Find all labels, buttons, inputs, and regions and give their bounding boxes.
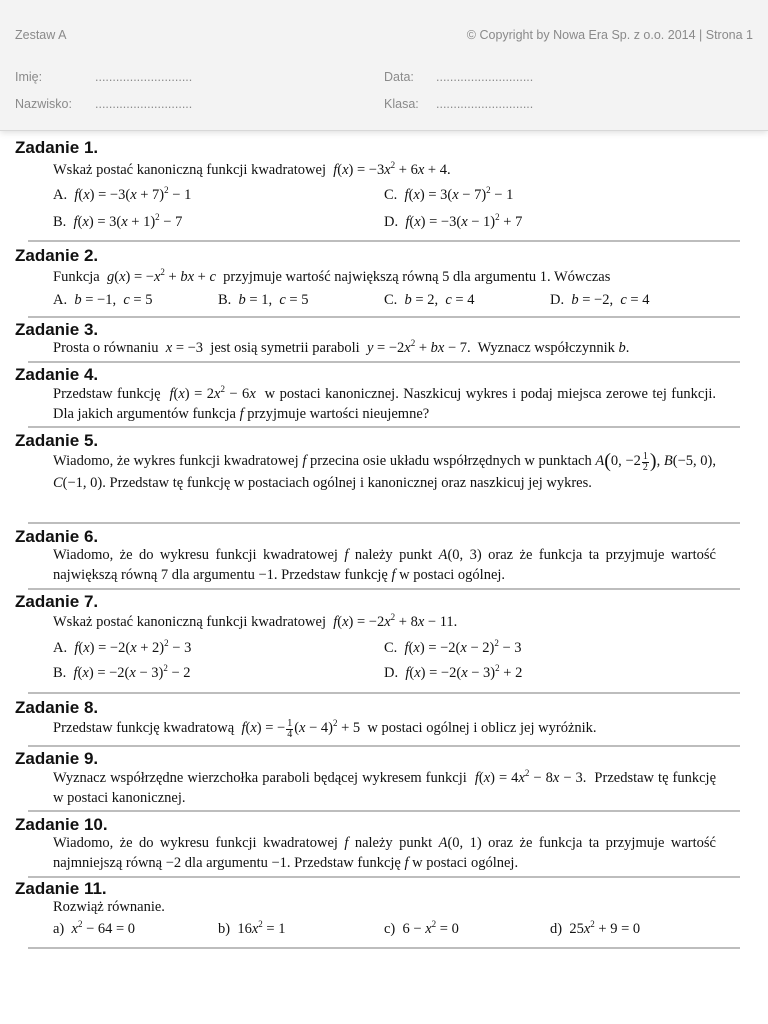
divider bbox=[28, 810, 740, 812]
task-title: Zadanie 8. bbox=[15, 698, 99, 717]
task-title: Zadanie 5. bbox=[15, 431, 99, 450]
task-text: Wskaż postać kanoniczną funkcji kwadratowej $f(x) = -3x^2 + 6x + 4$. bbox=[53, 160, 451, 178]
surname-label: Nazwisko: bbox=[15, 97, 72, 111]
divider bbox=[28, 522, 740, 524]
task-title: Zadanie 3. bbox=[15, 320, 99, 339]
divider bbox=[28, 316, 740, 318]
divider bbox=[28, 692, 740, 694]
task-title: Zadanie 6. bbox=[15, 527, 99, 546]
class-field: ............................ bbox=[436, 97, 534, 111]
answer-option-a: A. $f(x) = -3(x + 7)^2 - 1$ bbox=[53, 185, 192, 203]
date-field: ............................ bbox=[436, 70, 534, 84]
worksheet-header bbox=[0, 0, 768, 131]
task-title: Zadanie 1. bbox=[15, 138, 99, 157]
divider bbox=[28, 947, 740, 949]
task-text: Wiadomo, że do wykresu funkcji kwadratowej f należy punkt A(0, 3) oraz że funkcja ta przyjmuje wartość największą równą 7 dla argumentu −1. Przedstaw funkcję f w postaci ogólnej. bbox=[53, 547, 716, 583]
class-label: Klasa: bbox=[384, 97, 419, 111]
answer-option-d: D. $f(x) = -3(x - 1)^2 + 7$ bbox=[384, 212, 523, 230]
task-text: Wyznacz współrzędne wierzchołka paraboli będącej wykresem funkcji $f(x) = 4x^2 - 8x - 3$. Przedstaw tę funkcję w postaci kanonicznej. bbox=[53, 768, 717, 806]
task-text: Wiadomo, że wykres funkcji kwadratowej f przecina osie układu współrzędnych w punktach A(0, −2 $\frac{1}{2}$ ), B(−5, 0), C(−1, 0). Przedstaw tę funkcję w postaciach ogólnej i kanonicznej oraz naszkicuj jej wykres. bbox=[53, 450, 717, 491]
divider bbox=[28, 745, 740, 747]
date-label: Data: bbox=[384, 70, 414, 84]
task-text: Funkcja $g(x) = -x^2$ + bx + c przyjmuje wartość największą równą 5 dla argumentu 1. Wówczas bbox=[53, 267, 611, 285]
set-label: Zestaw A bbox=[15, 28, 67, 42]
task-text: Rozwiąż równanie. bbox=[53, 899, 165, 915]
task-title: Zadanie 4. bbox=[15, 365, 99, 384]
task-text: Przedstaw funkcję kwadratową f(x) = − $\frac{1}{4}$ $(x - 4)^2 + 5$ w postaci ogólnej i oblicz jej wyróżnik. bbox=[53, 718, 597, 740]
task-title: Zadanie 11. bbox=[15, 879, 107, 898]
name-label: Imię: bbox=[15, 70, 43, 84]
task-text: Wskaż postać kanoniczną funkcji kwadratowej $f(x) = -2x^2 + 8x - 11$. bbox=[53, 612, 458, 630]
task-title: Zadanie 7. bbox=[15, 592, 99, 611]
task-title: Zadanie 2. bbox=[15, 246, 99, 265]
divider bbox=[28, 588, 740, 590]
answer-option-d: D. b = −2, c = 4 bbox=[550, 292, 650, 308]
answer-option-b: B. $f(x) = 3(x + 1)^2 - 7$ bbox=[53, 212, 183, 230]
equation-c: c) $6 - x^2 = 0$ bbox=[384, 919, 459, 937]
answer-option-d: D. $f(x) = -2(x - 3)^2 + 2$ bbox=[384, 663, 523, 681]
task-text: Przedstaw funkcję $f(x) = 2x^2 - 6x$ w postaci kanonicznej. Naszkicuj wykres i podaj miejsca zerowe tej funkcji. Dla jakich argumentów funkcja f przyjmuje wartości nieujemne? bbox=[53, 384, 717, 422]
answer-option-b: B. b = 1, c = 5 bbox=[218, 292, 309, 308]
divider bbox=[28, 426, 740, 428]
divider bbox=[28, 240, 740, 242]
answer-option-c: C. $f(x) = -2(x - 2)^2 - 3$ bbox=[384, 638, 522, 656]
task-text: Wiadomo, że do wykresu funkcji kwadratowej f należy punkt A(0, 1) oraz że funkcja ta przyjmuje wartość najmniejszą równą −2 dla argumentu −1. Przedstaw funkcję f w postaci ogólnej. bbox=[53, 835, 716, 871]
divider bbox=[28, 361, 740, 363]
name-field: ............................ bbox=[95, 70, 193, 84]
answer-option-a: A. b = −1, c = 5 bbox=[53, 292, 153, 308]
divider bbox=[28, 876, 740, 878]
task-text: Prosta o równaniu x = −3 jest osią symetrii paraboli $y = -2x^2$ + bx − 7. Wyznacz współczynnik b. bbox=[53, 338, 630, 356]
task-title: Zadanie 9. bbox=[15, 749, 99, 768]
equation-d: d) $25x^2 + 9 = 0$ bbox=[550, 919, 641, 937]
answer-option-c: C. b = 2, c = 4 bbox=[384, 292, 475, 308]
equation-b: b) $16x^2 = 1$ bbox=[218, 919, 286, 937]
task-title: Zadanie 10. bbox=[15, 815, 108, 834]
answer-option-b: B. $f(x) = -2(x - 3)^2 - 2$ bbox=[53, 663, 191, 681]
answer-option-a: A. $f(x) = -2(x + 2)^2 - 3$ bbox=[53, 638, 192, 656]
surname-field: ............................ bbox=[95, 97, 193, 111]
equation-a: a) $x^2 - 64 = 0$ bbox=[53, 919, 136, 937]
copyright-text: © Copyright by Nowa Era Sp. z o.o. 2014 | Strona 1 bbox=[466, 28, 753, 42]
answer-option-c: C. $f(x) = 3(x - 7)^2 - 1$ bbox=[384, 185, 514, 203]
